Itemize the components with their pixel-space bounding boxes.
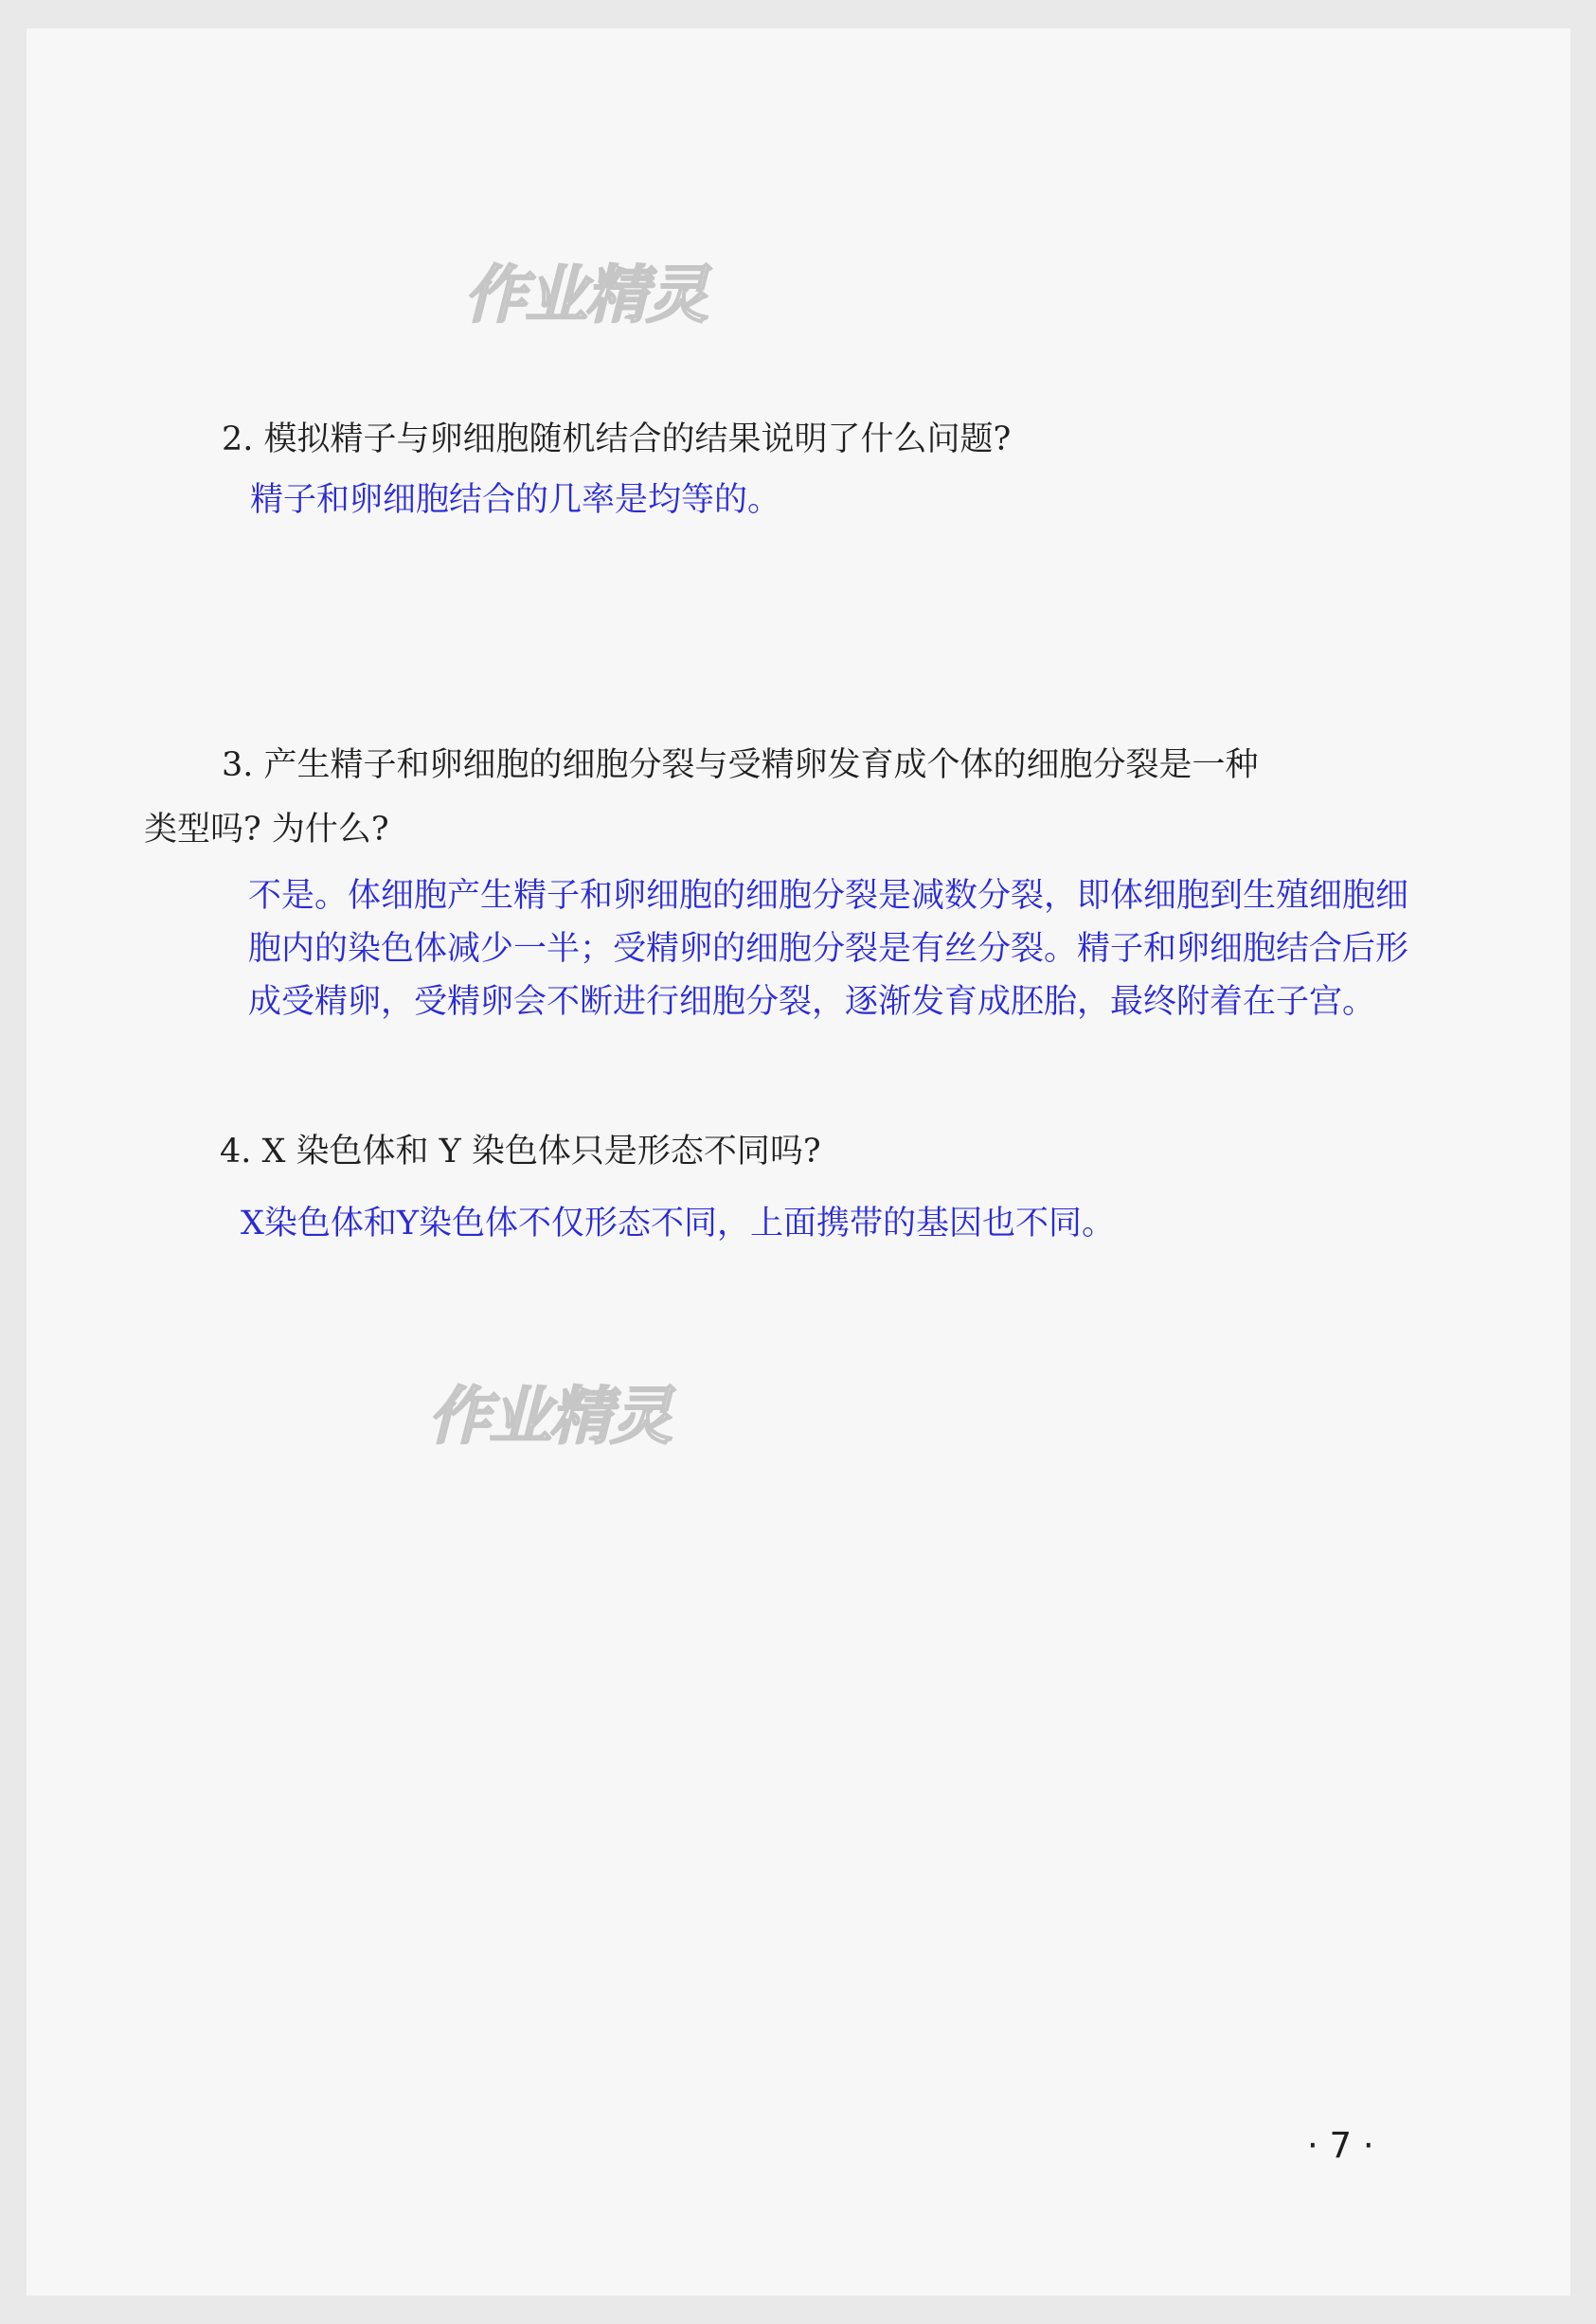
answer-2: 精子和卵细胞结合的几率是均等的。 [250, 481, 781, 519]
answer-4: X染色体和Y染色体不仅形态不同，上面携带的基因也不同。 [241, 1205, 1116, 1242]
answer-3-line: 不是。体细胞产生精子和卵细胞的细胞分裂是减数分裂，即体细胞到生殖细胞细 [248, 877, 1409, 915]
watermark-logo: 作业精灵 [464, 259, 707, 331]
question-2: 2. 模拟精子与卵细胞随机结合的结果说明了什么问题? [222, 420, 1012, 458]
question-3-line-2: 类型吗? 为什么? [144, 811, 389, 849]
question-4: 4. X 染色体和 Y 染色体只是形态不同吗? [220, 1133, 821, 1171]
answer-3 [248, 869, 1408, 1028]
question-3-line-1: 3. 产生精子和卵细胞的细胞分裂与受精卵发育成个体的细胞分裂是一种 [222, 746, 1259, 784]
page-number: · 7 · [1307, 2125, 1374, 2166]
answer-3-line: 胞内的染色体减少一半；受精卵的细胞分裂是有丝分裂。精子和卵细胞结合后形 [248, 930, 1409, 968]
watermark-logo: 作业精灵 [428, 1380, 671, 1453]
answer-3-line: 成受精卵，受精卵会不断进行细胞分裂，逐渐发育成胚胎，最终附着在子宫。 [248, 983, 1376, 1021]
